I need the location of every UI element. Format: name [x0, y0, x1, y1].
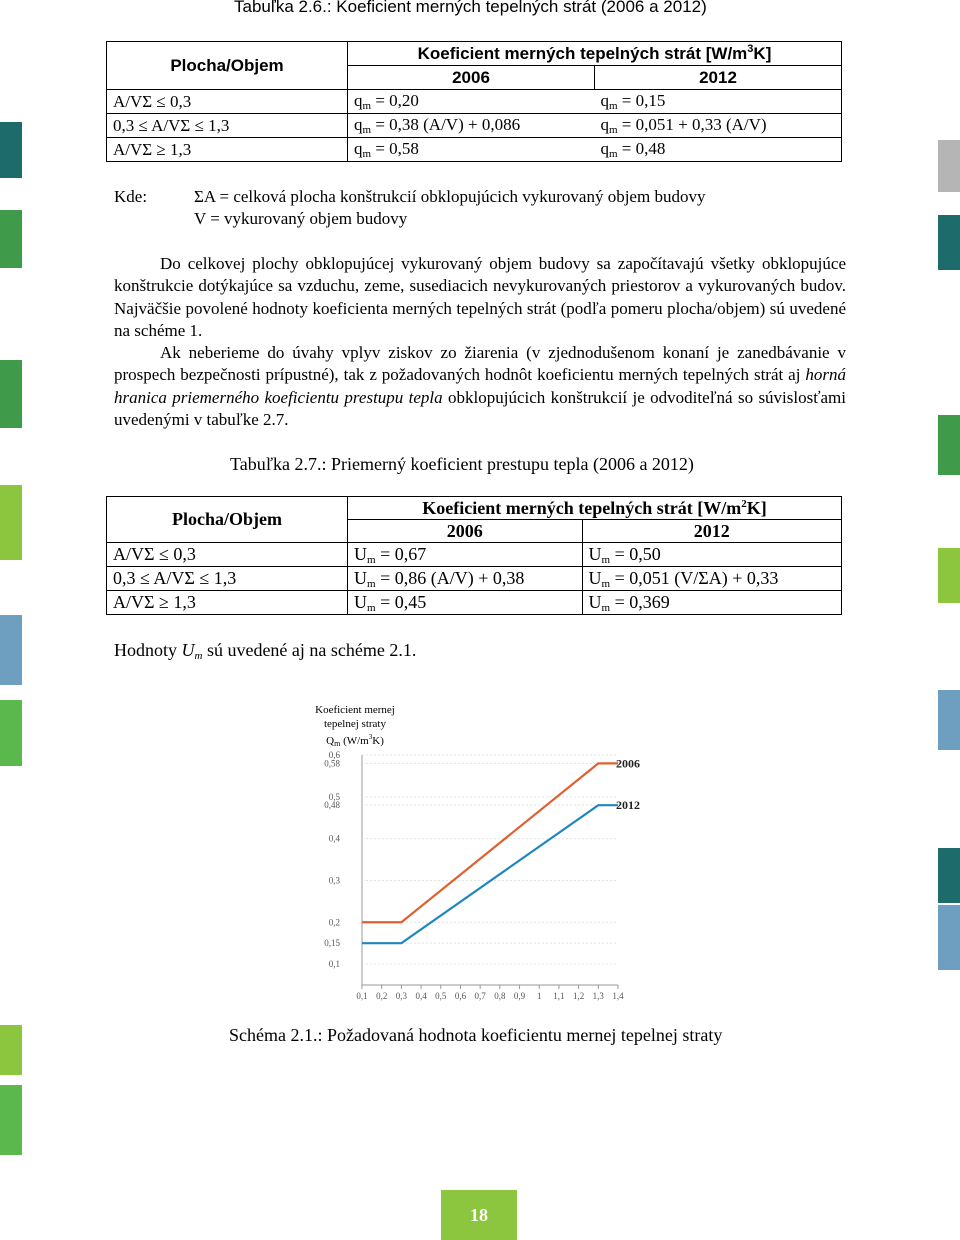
- table-row: [107, 138, 842, 162]
- x-tick-label: 0,9: [513, 991, 526, 1001]
- table1: [106, 41, 842, 162]
- y-tick-label: 0,58: [324, 758, 340, 769]
- table2-cell-2006: $U_m = 0,67$: [348, 543, 583, 567]
- x-tick-label: 0,3: [395, 991, 408, 1001]
- table2-ratio: A/VΣ ≤ 0,3: [107, 543, 348, 567]
- chart: [300, 745, 660, 1010]
- chart-caption: Schéma 2.1.: Požadovaná hodnota koeficientu mernej tepelnej straty: [229, 1025, 723, 1045]
- left-bar-lime: [0, 485, 22, 560]
- table2-header-2006: 2006: [348, 520, 583, 543]
- table2-ratio: 0,3 ≤ A/VΣ ≤ 1,3: [107, 567, 348, 591]
- x-tick-label: 1,4: [612, 991, 624, 1001]
- table2-header-koef: Koeficient merných tepelných strát $[W/m^2K]$: [348, 497, 842, 520]
- x-tick-label: 0,1: [356, 991, 368, 1001]
- x-tick-label: 1,2: [572, 991, 585, 1001]
- kde-label: Kde:: [114, 187, 148, 206]
- table-row: [107, 543, 842, 567]
- series-label-2012: 2012: [616, 798, 640, 813]
- table2-header-plocha: Plocha/Objem: [107, 497, 348, 543]
- left-bar-teal: [0, 122, 22, 178]
- table-row: [107, 90, 842, 114]
- series-label-2006: 2006: [616, 756, 640, 771]
- y-tick-label: 0,48: [324, 800, 340, 811]
- x-tick-label: 0,6: [454, 991, 467, 1001]
- table-row: [107, 591, 842, 615]
- table1-header-koef: Koeficient merných tepelných strát $[W/m^3K]$: [348, 42, 842, 66]
- kde-line2: V = vykurovaný objem budovy: [194, 209, 408, 228]
- table2-cell-2006: $U_m = 0,45$: [348, 591, 583, 615]
- table1-caption: Tabuľka 2.6.: Koeficient merných tepelných strát (2006 a 2012): [234, 0, 707, 16]
- x-tick-label: 0,5: [435, 991, 447, 1001]
- table1-cell-2012: $q_m = 0,15$: [594, 90, 841, 114]
- right-bar-lime: [938, 548, 960, 603]
- y-tick-label: 0,2: [328, 917, 340, 928]
- x-tick-label: 1: [536, 991, 542, 1001]
- table-row: [107, 114, 842, 138]
- page-number: 18: [441, 1190, 517, 1240]
- table-row: [107, 567, 842, 591]
- x-tick-label: 1,3: [592, 991, 604, 1001]
- table1-cell-2006: $q_m = 0,20$: [348, 90, 595, 114]
- left-bar-green: [0, 210, 22, 268]
- left-bar-lime-2: [0, 1025, 22, 1075]
- table2-ratio: A/VΣ ≥ 1,3: [107, 591, 348, 615]
- x-tick-label: 0,4: [415, 991, 427, 1001]
- paragraph-1: Do celkovej plochy obklopujúcej vykurovaný objem budovy sa započítavajú všetky obklopujúce konštrukcie dotýkajúce sa vzduchu, zeme, susediacich nevykurovaných priestorov a vykurovaných budov. Najväčšie povolené hodnoty koeficienta merných tepelných strát (podľa pomeru plocha/objem) sú uvedené na schéme 1.: [114, 254, 846, 340]
- paragraph-2: Ak neberieme do úvahy vplyv ziskov zo žiarenia (v zjednodušenom konaní je zanedbávanie v prospech bezpečnosti prípustné), tak z požadovaných hodnôt koeficientu merných tepelných strát aj horná hranica priemerného koeficientu prestupu tepla obklopujúcich konštrukcií je odvoditeľná so súvislosťami uvedenými v tabuľke 2.7.: [114, 343, 846, 429]
- table1-ratio: A/VΣ ≥ 1,3: [107, 138, 348, 162]
- table1-ratio: A/VΣ ≤ 0,3: [107, 90, 348, 114]
- x-tick-label: 0,2: [376, 991, 388, 1001]
- y-tick-label: 0,3: [328, 875, 340, 886]
- y-tick-label: 0,4: [328, 833, 340, 844]
- x-tick-label: 0,8: [494, 991, 506, 1001]
- right-bar-green: [938, 415, 960, 475]
- hodnoty-text: Hodnoty $U_m$ sú uvedené aj na schéme 2.1.: [114, 640, 417, 662]
- table2-cell-2012: $U_m = 0,50$: [582, 543, 841, 567]
- y-tick-label: 0,15: [324, 938, 340, 949]
- right-bar-teal-2: [938, 848, 960, 903]
- table2: [106, 496, 842, 615]
- table1-cell-2012: $q_m = 0,48$: [594, 138, 841, 162]
- table2-header-2012: 2012: [582, 520, 841, 543]
- left-bar-green-2: [0, 360, 22, 428]
- table1-cell-2006: $q_m = 0,38$ (A/V) + 0,086: [348, 114, 595, 138]
- x-tick-label: 1,1: [553, 991, 565, 1001]
- table1-header-2006: 2006: [348, 66, 595, 90]
- left-bar-blue: [0, 615, 22, 685]
- right-bar-blue-2: [938, 905, 960, 970]
- table1-cell-2006: $q_m = 0,58$: [348, 138, 595, 162]
- table2-cell-2006: $U_m = 0,86$ (A/V) + 0,38: [348, 567, 583, 591]
- paragraph-2-italic: horná hranica priemerného koeficientu prestupu tepla: [114, 365, 846, 407]
- table2-cell-2012: $U_m = 0,369$: [582, 591, 841, 615]
- series-line-2006: [362, 763, 618, 922]
- right-bar-teal: [938, 215, 960, 270]
- y-tick-label: 0,1: [328, 959, 340, 970]
- kde-line1: ΣA = celková plocha konštrukcií obklopujúcich vykurovaný objem budovy: [194, 187, 706, 206]
- right-bar-gray: [938, 140, 960, 192]
- x-tick-label: 0,7: [474, 991, 486, 1001]
- table1-ratio: 0,3 ≤ A/VΣ ≤ 1,3: [107, 114, 348, 138]
- table1-cell-2012: $q_m = 0,051 + 0,33$ (A/V): [594, 114, 841, 138]
- right-bar-blue: [938, 690, 960, 750]
- chart-ylabel: Koeficient mernej tepelnej straty Qm $(W/m^3K)$: [315, 704, 395, 748]
- table2-cell-2012: $U_m = 0,051$ (V/ΣA) + 0,33: [582, 567, 841, 591]
- table2-caption: Tabuľka 2.7.: Priemerný koeficient prestupu tepla (2006 a 2012): [230, 454, 694, 474]
- y-tick-label: 0,6: [328, 750, 340, 760]
- left-bar-lime-3: [0, 1085, 22, 1155]
- table1-header-plocha: Plocha/Objem: [107, 42, 348, 90]
- table1-header-2012: 2012: [594, 66, 841, 90]
- left-bar-green-3: [0, 700, 22, 766]
- y-tick-label: 0,5: [328, 791, 340, 802]
